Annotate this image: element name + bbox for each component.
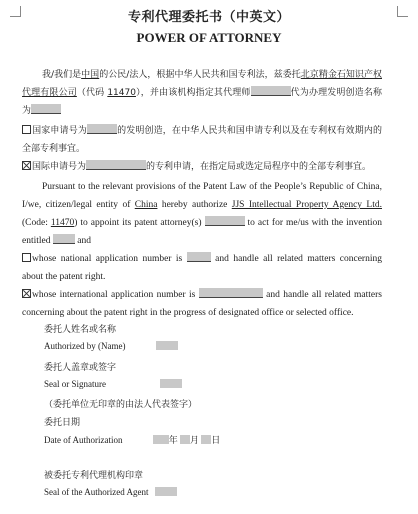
cn-text: 的发明创造，在中华人民共和国申请专利以及在专利权有效期内的全部专利事宜。	[22, 126, 382, 154]
national-number-field[interactable]	[87, 124, 117, 134]
national-checkbox[interactable]	[22, 125, 31, 134]
cn-text: ），并由该机构指定其代理师	[135, 88, 251, 98]
agent-seal-label-cn: 被委托专利代理机构印章	[44, 471, 144, 481]
en-text: ) to appoint its patent attorney(s)	[74, 218, 205, 228]
date-year-field[interactable]	[153, 435, 169, 444]
principal-label-en-text: Authorized by (Name)	[44, 341, 126, 351]
cn-text: 的公民/法人，根据中华人民共和国专利法，兹委托	[99, 70, 301, 80]
date-day-field[interactable]	[201, 435, 211, 444]
en-agency-name: JJS Intellectual Property Agency Ltd.	[231, 200, 382, 210]
month-label: 月	[190, 436, 200, 446]
title-chinese: 专利代理委托书（中英文）	[127, 10, 290, 25]
en-attorney-field[interactable]	[205, 216, 245, 226]
principal-label-en	[44, 341, 178, 351]
en-international-application-line	[22, 286, 382, 322]
title-english: POWER OF ATTORNEY	[136, 30, 282, 45]
principal-label-cn: 委托人姓名或名称	[44, 325, 117, 335]
en-national-application-line	[22, 250, 382, 286]
en-national-number-field[interactable]	[187, 252, 211, 262]
seal-note-cn: （委托单位无印章的由法人代表签字）	[44, 400, 198, 410]
cn-text: 的专利申请，在指定局或选定局程序中的全部专利事宜。	[146, 162, 372, 172]
cn-agency-name: 北京精金石知识产权代理有限公司	[22, 70, 382, 98]
cn-authorization-paragraph	[22, 66, 382, 120]
en-text: whose national application number is	[32, 254, 187, 264]
day-label: 日	[211, 436, 221, 446]
seal-signature-field[interactable]	[160, 379, 182, 388]
attorney-name-field[interactable]	[251, 86, 291, 96]
cn-text: 国际申请号为	[32, 162, 87, 172]
seal-label-en-text: Seal or Signature	[44, 379, 106, 389]
cn-text: 代为办理发明创造名称为	[22, 88, 382, 116]
date-label-en-text: Date of Authorization	[44, 435, 123, 445]
cn-text: 国家申请号为	[32, 126, 87, 136]
en-invention-field[interactable]	[53, 234, 75, 244]
cn-country: 中国	[81, 70, 100, 80]
date-label-en	[44, 433, 220, 446]
agent-seal-field[interactable]	[155, 487, 177, 496]
cn-national-application-line	[22, 122, 382, 158]
en-text: and handle all related matters concerning about the patent right in the progress of designated office or selected office.	[22, 290, 382, 318]
agent-seal-label-en	[44, 487, 177, 497]
en-text: hereby authorize	[157, 200, 232, 210]
agent-seal-label-en-text: Seal of the Authorized Agent	[44, 487, 149, 497]
date-month-field[interactable]	[180, 435, 190, 444]
year-label: 年	[168, 436, 178, 446]
cn-text: （代码	[76, 88, 108, 98]
date-label-cn: 委托日期	[44, 418, 81, 428]
en-international-checkbox[interactable]	[22, 289, 31, 298]
international-checkbox[interactable]	[22, 161, 31, 170]
en-text: and handle all related matters concerning about the patent right.	[22, 254, 382, 282]
en-country: China	[134, 200, 158, 210]
seal-label-cn: 委托人盖章或签字	[44, 363, 117, 373]
invention-title-field[interactable]	[31, 104, 61, 114]
en-authorization-paragraph	[22, 178, 382, 250]
en-text: and	[74, 236, 91, 246]
en-national-checkbox[interactable]	[22, 253, 31, 262]
en-international-number-field[interactable]	[199, 288, 263, 298]
cn-agency-code: 11470	[107, 88, 136, 98]
cn-international-application-line	[22, 158, 382, 176]
en-text: (Code:	[22, 218, 51, 228]
en-text: Pursuant to the relevant provisions of the Patent Law of the People’s Republic of China, I/we, citizen/legal entity of	[22, 182, 382, 210]
en-text: whose international application number is	[32, 290, 199, 300]
international-number-field[interactable]	[86, 160, 146, 170]
en-agency-code: 11470	[50, 218, 75, 228]
cn-text: 我/我们是	[42, 70, 82, 80]
principal-name-field[interactable]	[156, 341, 178, 350]
en-text: to act for me/us with the invention entitled	[22, 218, 382, 246]
seal-label-en	[44, 379, 182, 389]
